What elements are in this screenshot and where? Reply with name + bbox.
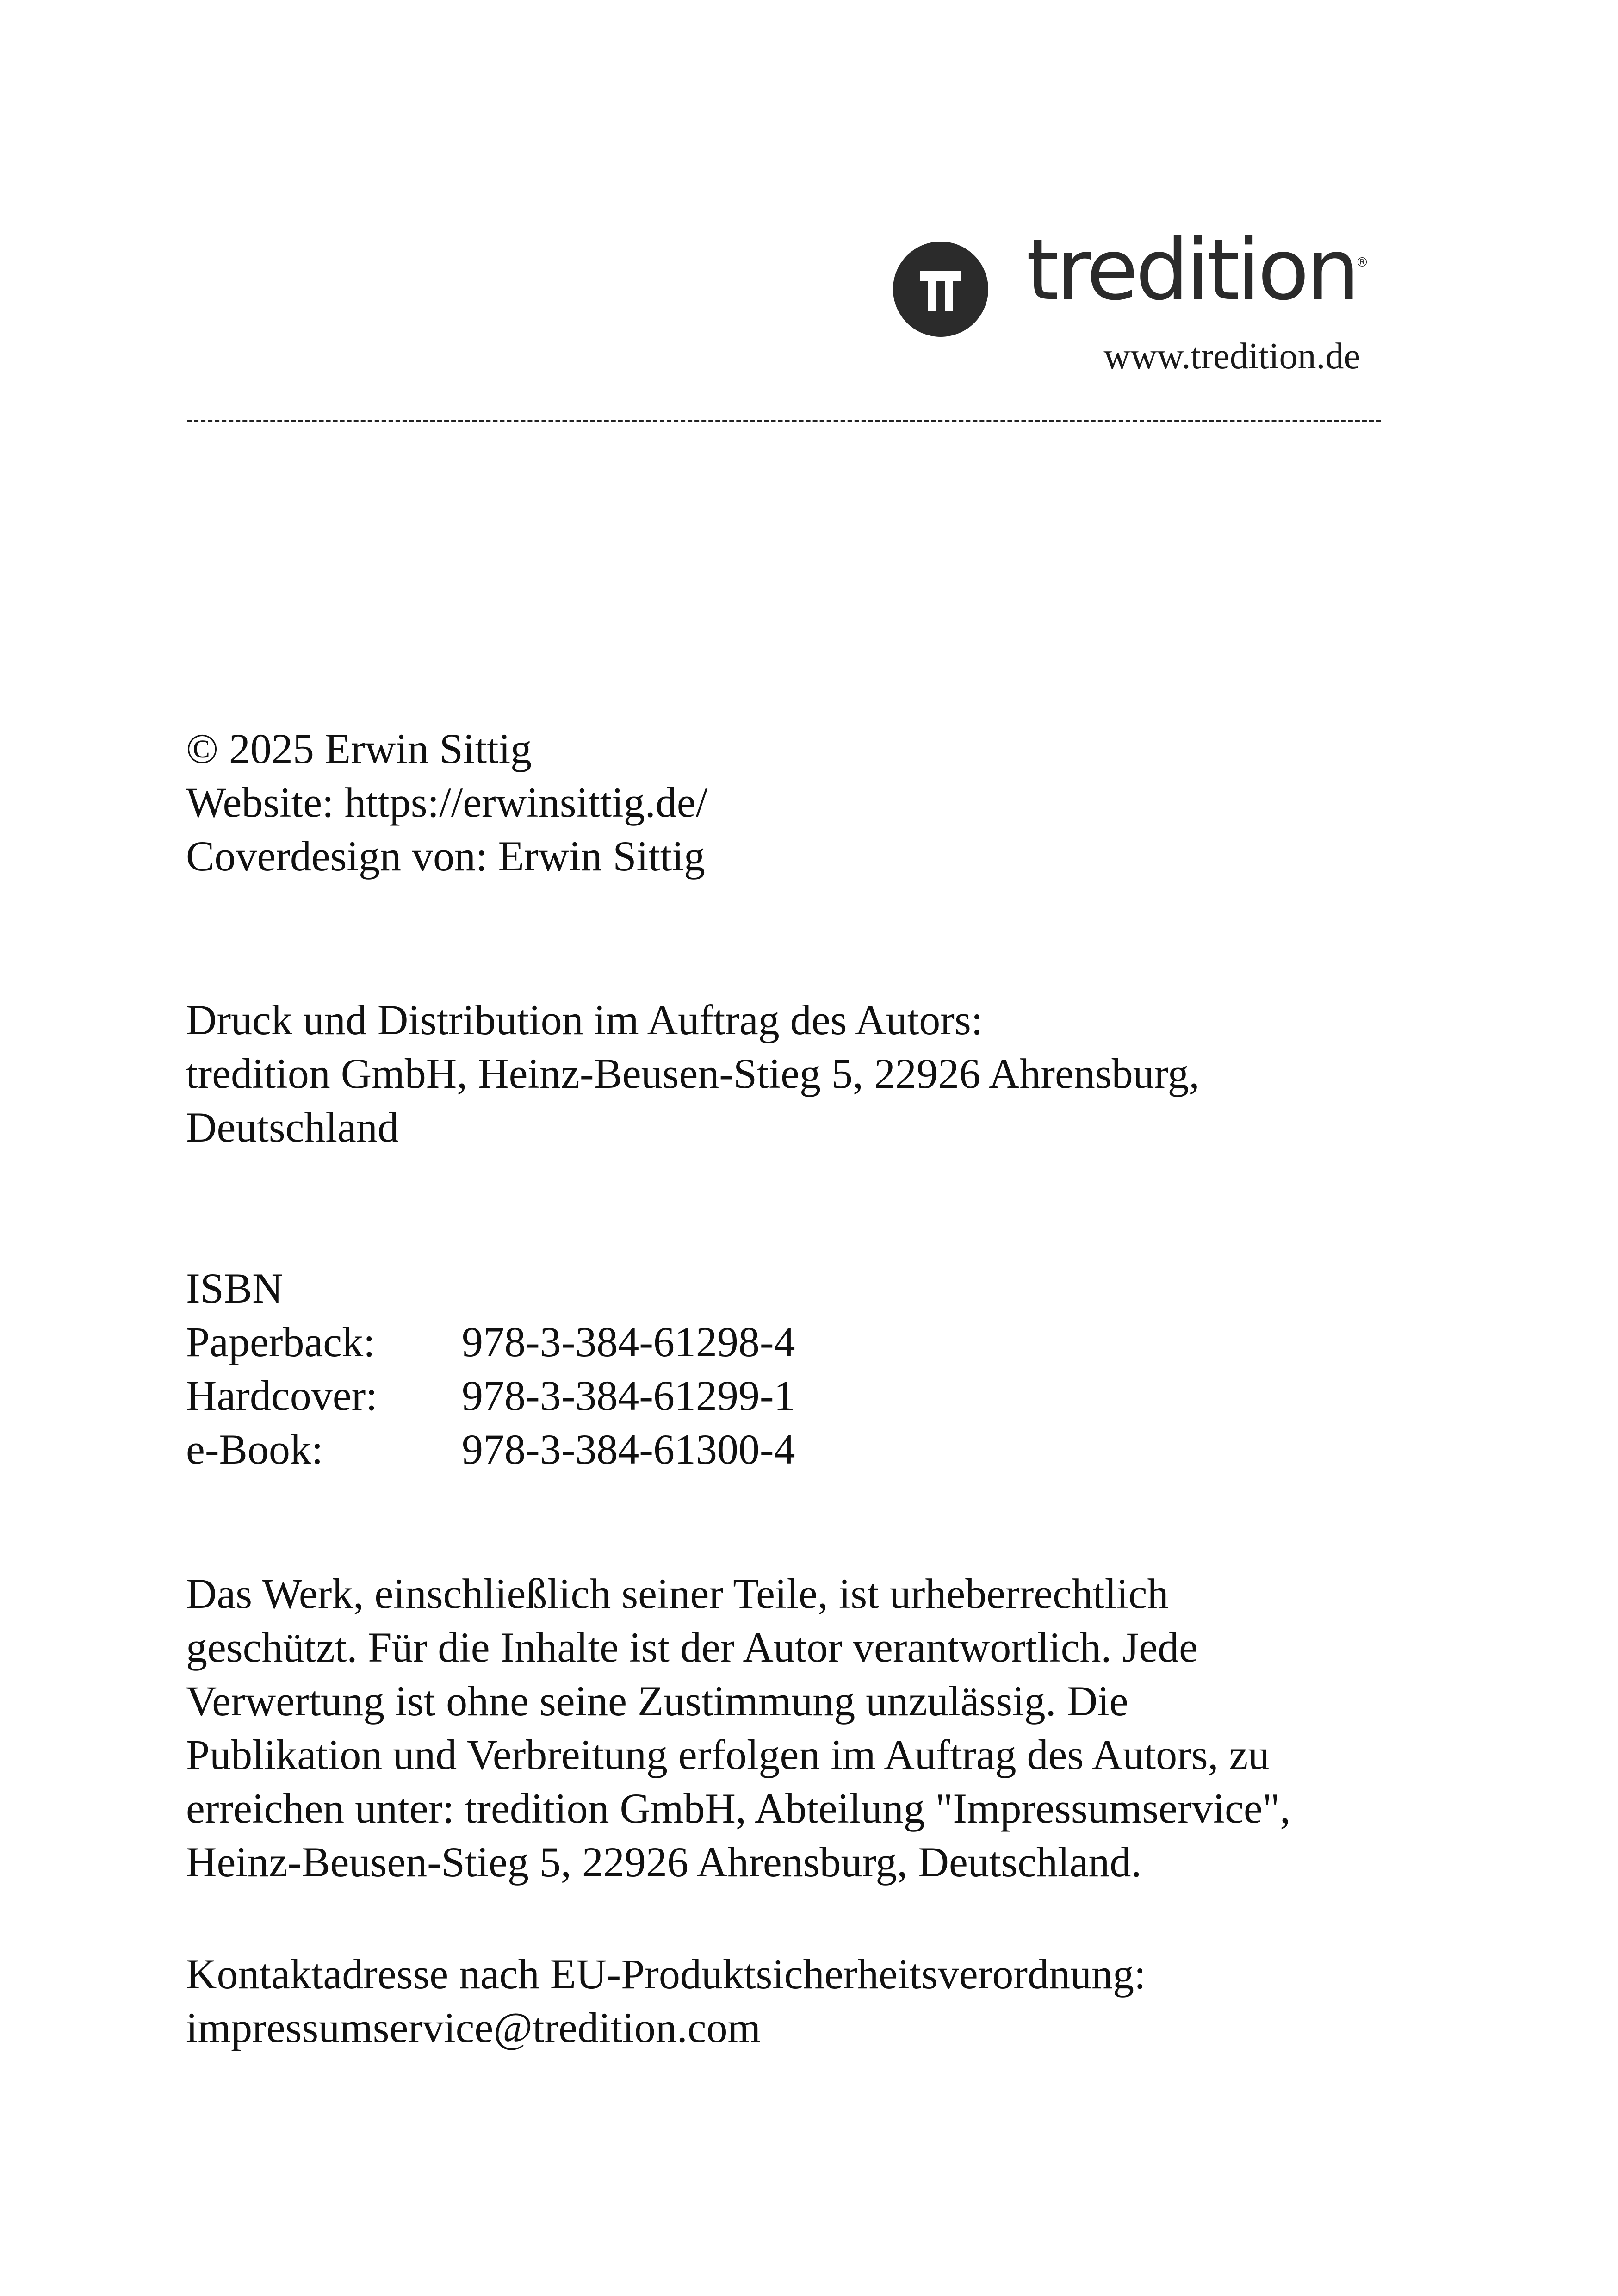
print-distribution-block — [186, 993, 1435, 1154]
coverdesign-line: Coverdesign von: Erwin Sittig — [186, 832, 705, 880]
contact-heading: Kontaktadresse nach EU-Produktsicherheitsverordnung: — [186, 1950, 1146, 1998]
contact-email[interactable]: impressumservice@tredition.com — [186, 2004, 761, 2051]
print-line-3: Deutschland — [186, 1104, 399, 1151]
copyright-block — [186, 722, 1435, 883]
isbn-label: e-Book: — [186, 1426, 323, 1473]
legal-line: geschützt. Für die Inhalte ist der Autor verantwortlich. Jede — [186, 1624, 1198, 1671]
isbn-value: 978-3-384-61298-4 — [462, 1318, 795, 1365]
print-line-2: tredition GmbH, Heinz-Beusen-Stieg 5, 22926 Ahrensburg, — [186, 1050, 1200, 1097]
publisher-logo — [893, 221, 1379, 384]
separator-line — [187, 420, 1381, 422]
isbn-label: Paperback: — [186, 1318, 375, 1365]
legal-line: Das Werk, einschließlich seiner Teile, ist urheberrechtlich — [186, 1570, 1169, 1617]
publisher-url[interactable]: www.tredition.de — [1103, 336, 1360, 377]
isbn-value: 978-3-384-61300-4 — [462, 1426, 795, 1473]
isbn-row-hardcover — [186, 1369, 1435, 1422]
logo-wordmark: tredition — [1026, 221, 1357, 319]
isbn-row-paperback — [186, 1315, 1435, 1369]
isbn-heading: ISBN — [186, 1265, 283, 1312]
website-line[interactable]: Website: https://erwinsittig.de/ — [186, 779, 708, 826]
isbn-label: Hardcover: — [186, 1372, 378, 1419]
contact-block — [186, 1947, 1435, 2054]
registered-mark: ® — [1356, 254, 1369, 270]
legal-line: Heinz-Beusen-Stieg 5, 22926 Ahrensburg, Deutschland. — [186, 1838, 1142, 1886]
legal-notice-block — [186, 1567, 1435, 1889]
legal-line: Publikation und Verbreitung erfolgen im Auftrag des Autors, zu — [186, 1731, 1270, 1778]
isbn-block — [186, 1261, 1435, 1476]
copyright-line: © 2025 Erwin Sittig — [186, 725, 532, 772]
print-line-1: Druck und Distribution im Auftrag des Autors: — [186, 996, 983, 1043]
legal-line: Verwertung ist ohne seine Zustimmung unzulässig. Die — [186, 1677, 1128, 1725]
legal-line: erreichen unter: tredition GmbH, Abteilung "Impressumservice", — [186, 1785, 1291, 1832]
isbn-row-ebook — [186, 1422, 1435, 1476]
isbn-value: 978-3-384-61299-1 — [462, 1372, 795, 1419]
tredition-logo-icon — [893, 242, 988, 337]
